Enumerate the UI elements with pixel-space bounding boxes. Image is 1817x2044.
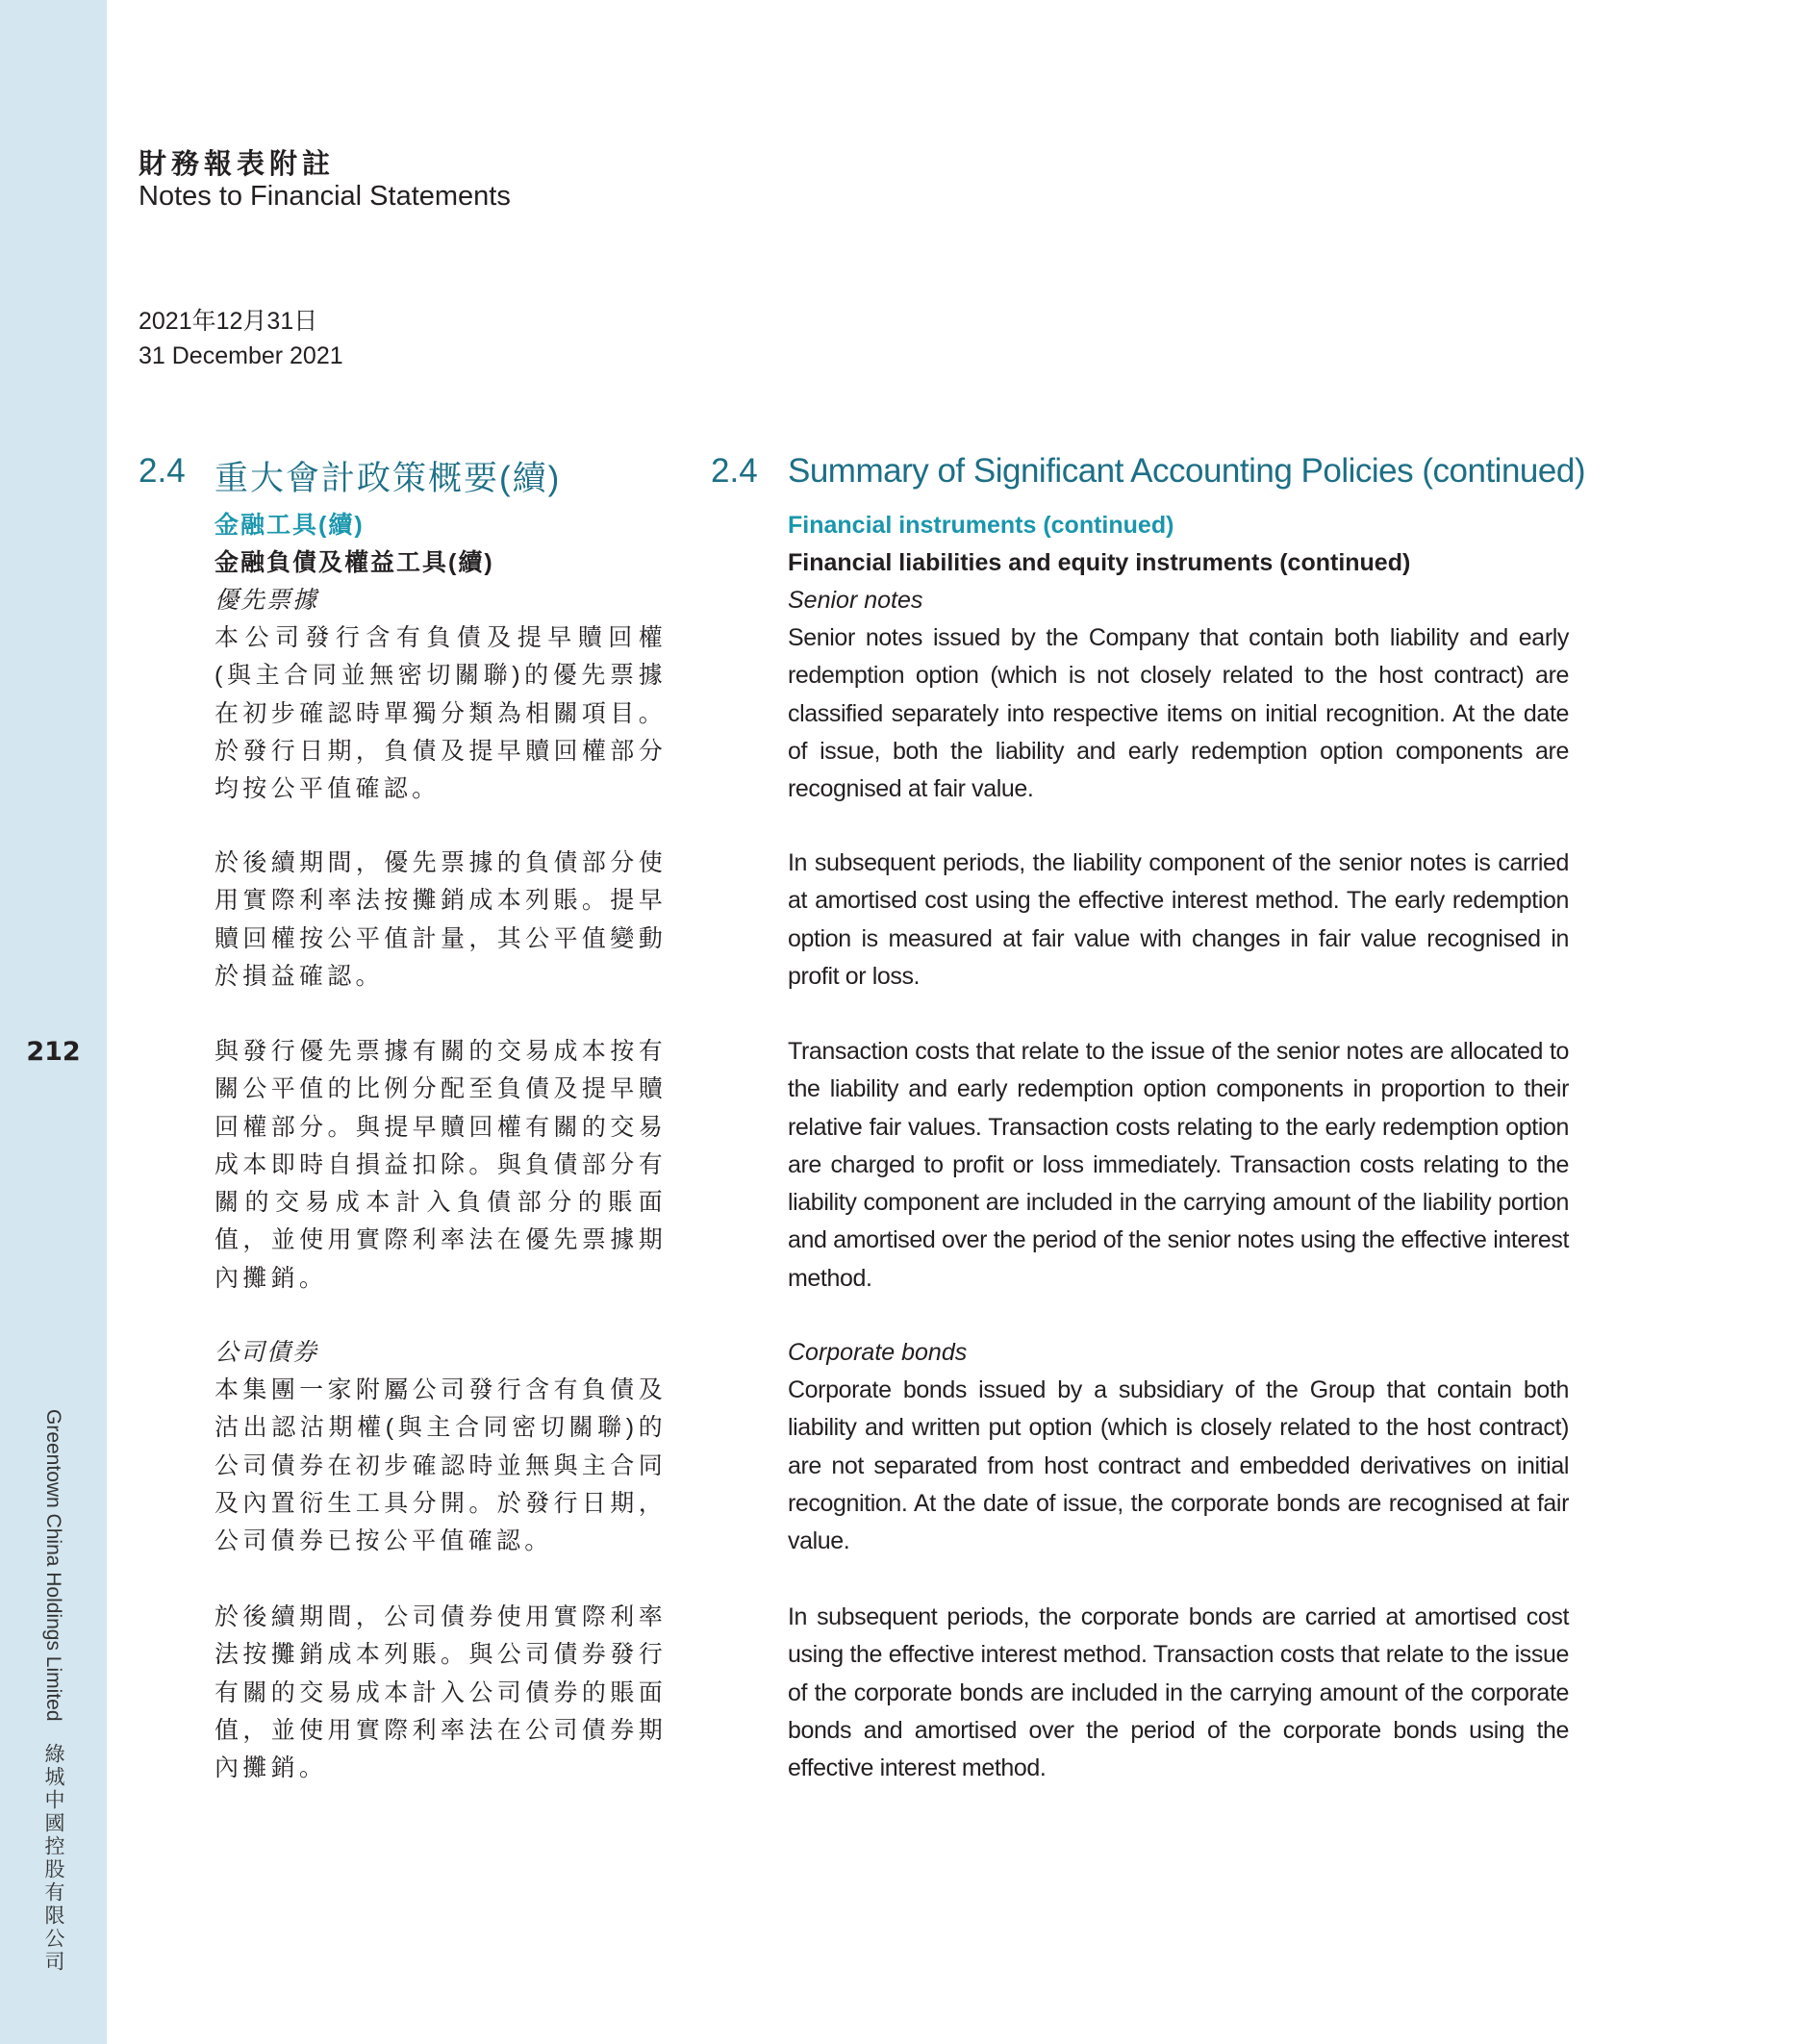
company-name-vertical [38, 1409, 67, 1974]
sidebar [0, 0, 107, 2044]
paragraph-senior-notes-subsequent-cn: 於後續期間，優先票據的負債部分使用實際利率法按攤銷成本列賬。提早贖回權按公平值計量，其公平值變動於損益確認。 [215, 849, 667, 990]
report-date-en: 31 December 2021 [139, 342, 343, 369]
subheading-financial-instruments-cn: 金融工具(續) [215, 512, 365, 539]
paragraph-senior-notes-transaction-costs-cn: 與發行優先票據有關的交易成本按有關公平值的比例分配至負債及提早贖回權部分。與提早贖回權有關的交易成本即時自損益扣除。與負債部分有關的交易成本計入負債部分的賬面值，並使用實際利率法在優先票據期內攤銷。 [215, 1038, 667, 1292]
subheading-financial-liabilities-en: Financial liabilities and equity instruments (continued) [788, 549, 1411, 576]
paragraph-corporate-bonds-subsequent-en: In subsequent periods, the corporate bonds are carried at amortised cost using the effective interest method. Transaction costs that relate to the issue of the corporate bonds are included in the carrying amount of the corporate bonds and amortised over the period of the corporate bonds using the effective interest method. [788, 1603, 1569, 1782]
document-title-cn: 財務報表附註 [139, 147, 336, 180]
paragraph-corporate-bonds-subsequent-cn: 於後續期間，公司債券使用實際利率法按攤銷成本列賬。與公司債券發行有關的交易成本計入公司債券的賬面值，並使用實際利率法在公司債券期內攤銷。 [215, 1603, 667, 1782]
report-date-cn: 2021年12月31日 [139, 308, 318, 335]
page-number: 212 [26, 1037, 81, 1067]
company-name-en: Greentown China Holdings Limited [42, 1409, 64, 1722]
paragraph-senior-notes-subsequent-en: In subsequent periods, the liability component of the senior notes is carried at amortised cost using the effective interest method. The early redemption option is measured at fair value with changes in fair value recognised in profit or loss. [788, 849, 1569, 990]
heading-corporate-bonds-cn: 公司債券 [215, 1339, 319, 1366]
paragraph-senior-notes-recognition-en: Senior notes issued by the Company that contain both liability and early redemption option (which is not closely related to the host contract) are classified separately into respective items on initial recognition. At the date of issue, both the liability and early redemption option components are recognised at fair value. [788, 624, 1569, 803]
section-number-en: 2.4 [711, 452, 758, 490]
subheading-financial-instruments-en: Financial instruments (continued) [788, 512, 1174, 539]
company-name-cn: 綠城中國控股有限公司 [42, 1742, 64, 1974]
paragraph-senior-notes-transaction-costs-en: Transaction costs that relate to the issue of the senior notes are allocated to the liability and early redemption option components in proportion to their relative fair values. Transaction costs relating to the early redemption option are charged to profit or loss immediately. Transaction costs relating to the liability component are included in the carrying amount of the liability portion and amortised over the period of the senior notes using the effective interest method. [788, 1038, 1569, 1292]
heading-senior-notes-en: Senior notes [788, 587, 923, 614]
paragraph-corporate-bonds-recognition-cn: 本集團一家附屬公司發行含有負債及沽出認沽期權(與主合同密切關聯)的公司債券在初步確認時並無與主合同及內置衍生工具分開。於發行日期，公司債券已按公平值確認。 [215, 1376, 667, 1555]
document-title-en: Notes to Financial Statements [139, 181, 511, 212]
paragraph-corporate-bonds-recognition-en: Corporate bonds issued by a subsidiary of the Group that contain both liability and written put option (which is closely related to the host contract) are not separated from host contract and embedded derivatives on initial recognition. At the date of issue, the corporate bonds are recognised at fair value. [788, 1376, 1569, 1555]
heading-senior-notes-cn: 優先票據 [215, 587, 319, 614]
section-number-cn: 2.4 [139, 452, 186, 490]
heading-corporate-bonds-en: Corporate bonds [788, 1339, 968, 1366]
paragraph-senior-notes-recognition-cn: 本公司發行含有負債及提早贖回權(與主合同並無密切關聯)的優先票據在初步確認時單獨分類為相關項目。於發行日期，負債及提早贖回權部分均按公平值確認。 [215, 624, 667, 803]
section-title-cn: 重大會計政策概要(續) [215, 460, 562, 497]
section-title-en: Summary of Significant Accounting Policies (continued) [788, 452, 1585, 490]
subheading-financial-liabilities-cn: 金融負債及權益工具(續) [215, 549, 494, 576]
